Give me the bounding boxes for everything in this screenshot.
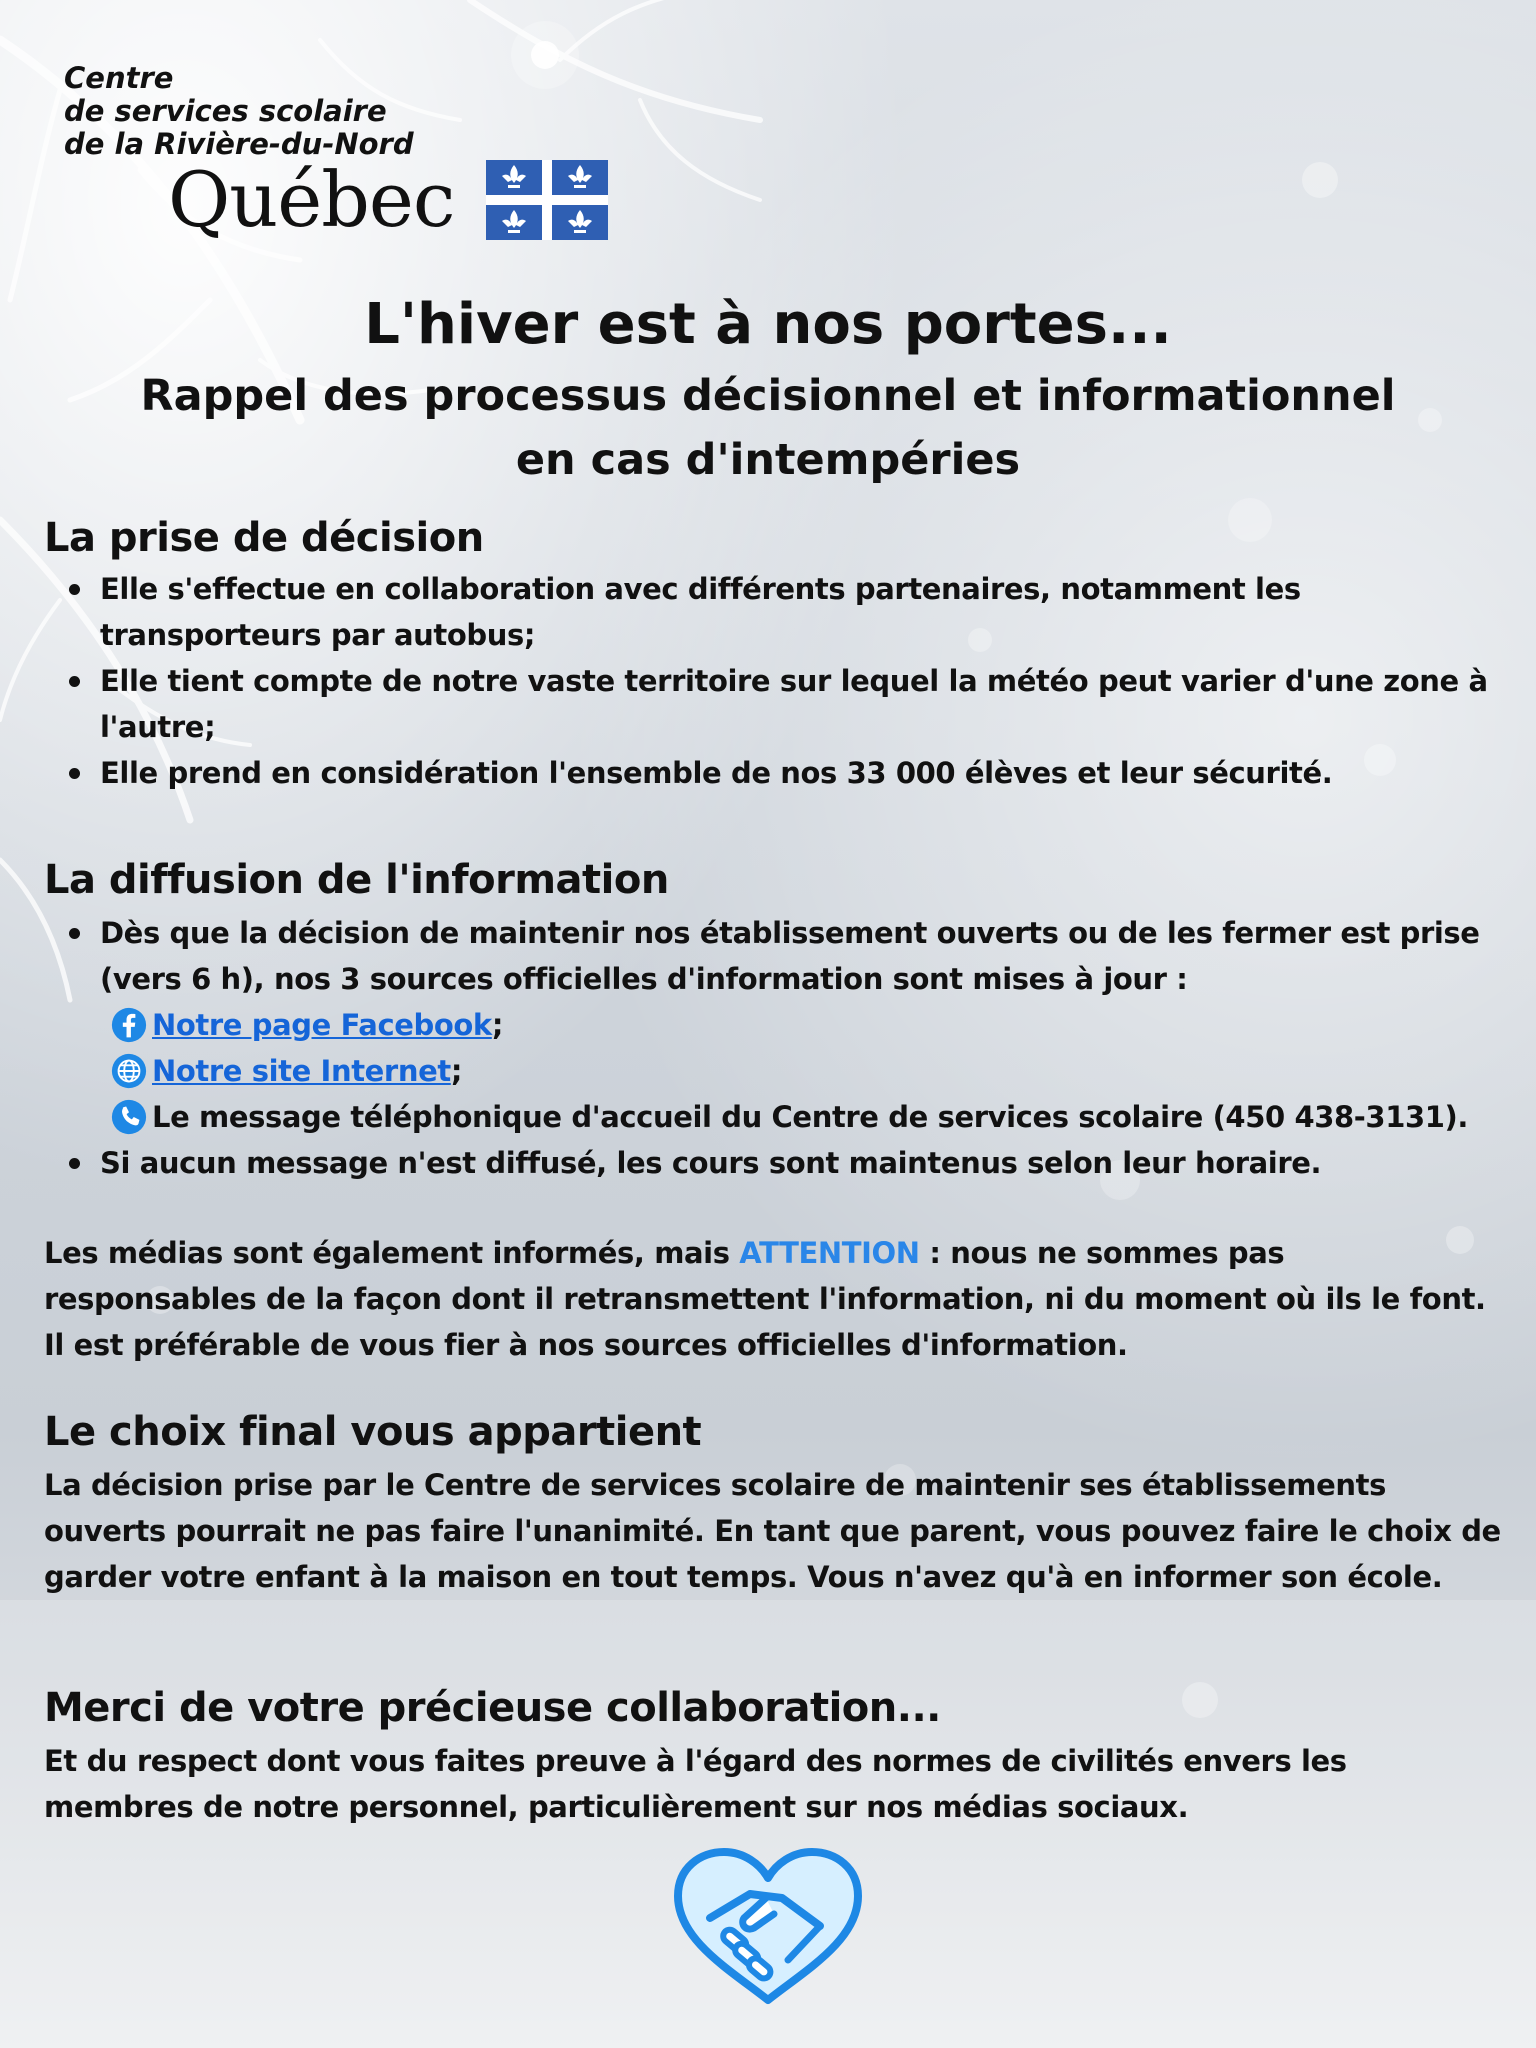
quebec-wordmark: Québec <box>168 155 455 244</box>
heart-handshake-icon <box>670 1848 866 2008</box>
diffusion-heading: La diffusion de l'information <box>44 857 669 903</box>
school-board-logo-text <box>64 62 414 161</box>
media-text-after: : nous ne sommes pas responsables de la façon dont il retransmettent l'information, ni du moment où ils le font. Il est préférable de vous fier à nos sources officielles d'information. <box>44 1236 1486 1362</box>
list-item: Elle tient compte de notre vaste territoire sur lequel la météo peut varier d'une zone à l'autre; <box>60 658 1500 750</box>
page-subtitle <box>0 364 1536 492</box>
globe-icon <box>110 1052 148 1090</box>
logo-line: de la Rivière-du-Nord <box>64 127 414 161</box>
logo-line: de services scolaire <box>64 94 387 128</box>
attention-highlight: ATTENTION <box>739 1236 920 1270</box>
list-item: Si aucun message n'est diffusé, les cours sont maintenus selon leur horaire. <box>60 1140 1500 1186</box>
source-facebook <box>60 1002 1500 1048</box>
list-item: Elle prend en considération l'ensemble de nos 33 000 élèves et leur sécurité. <box>60 750 1500 796</box>
page-title: L'hiver est à nos portes... <box>364 292 1172 357</box>
phone-message-text: Le message téléphonique d'accueil du Centre de services scolaire (450 438-3131). <box>152 1100 1469 1134</box>
thanks-text: Et du respect dont vous faites preuve à l'égard des normes de civilités envers les membres de notre personnel, particulièrement sur nos médias sociaux. <box>44 1744 1347 1824</box>
facebook-link[interactable]: Notre page Facebook <box>152 1008 492 1042</box>
source-website <box>60 1048 1500 1094</box>
decision-heading: La prise de décision <box>44 515 484 561</box>
source-suffix: ; <box>450 1054 463 1088</box>
source-suffix: ; <box>491 1008 504 1042</box>
phone-icon <box>110 1098 148 1136</box>
website-link[interactable]: Notre site Internet <box>152 1054 451 1088</box>
subtitle-line: en cas d'intempéries <box>515 435 1021 485</box>
thanks-heading: Merci de votre précieuse collaboration... <box>44 1685 941 1731</box>
list-item: Elle s'effectue en collaboration avec différents partenaires, notamment les transporteurs par autobus; <box>60 566 1500 658</box>
source-phone <box>60 1094 1500 1140</box>
quebec-flag-icon <box>486 160 608 240</box>
facebook-icon <box>110 1006 148 1044</box>
choice-heading: Le choix final vous appartient <box>44 1409 702 1455</box>
media-notice <box>44 1230 1504 1368</box>
choice-text: La décision prise par le Centre de services scolaire de maintenir ses établissements ouverts pourrait ne pas faire l'unanimité. En tant que parent, vous pouvez faire le choix de garder votre enfant à la maison en tout temps. Vous n'avez qu'à en informer son école. <box>44 1468 1501 1594</box>
subtitle-line: Rappel des processus décisionnel et informationnel <box>140 371 1396 421</box>
logo-line: Centre <box>64 61 174 95</box>
decision-list <box>60 566 1500 796</box>
media-text-before: Les médias sont également informés, mais <box>44 1236 740 1270</box>
list-item: Dès que la décision de maintenir nos établissement ouverts ou de les fermer est prise (vers 6 h), nos 3 sources officielles d'information sont mises à jour : <box>60 910 1500 1002</box>
diffusion-list <box>60 910 1500 1186</box>
